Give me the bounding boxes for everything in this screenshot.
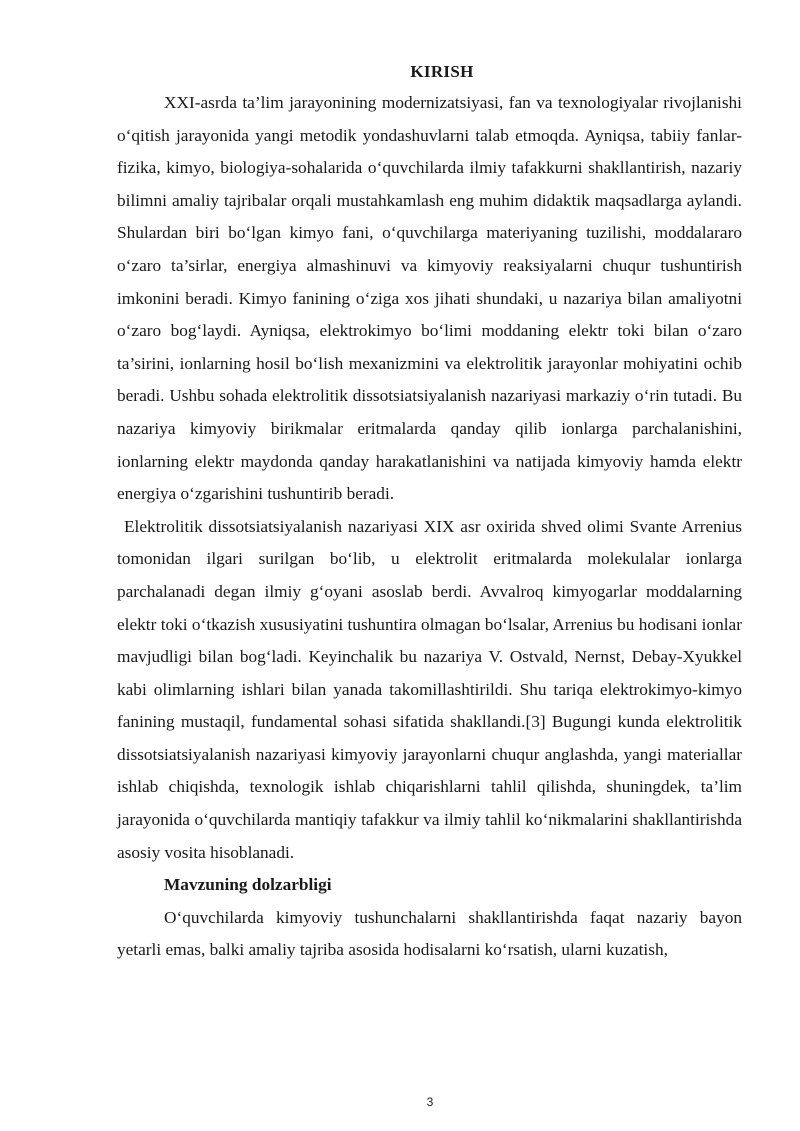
paragraph-intro: XXI-asrda ta’lim jarayonining modernizatsiyasi, fan va texnologiyalar rivojlanishi o‘qitish jarayonida yangi metodik yondashuvlarni talab etmoqda. Ayniqsa, tabiiy fanlar-fizika, kimyo, biologiya-sohalarida o‘quvchilarda ilmiy tafakkurni shakllantirish, nazariy bilimni amaliy tajribalar orqali mustahkamlash eng muhim didaktik maqsadlarga aylandi. Shulardan biri bo‘lgan kimyo fani, o‘quvchilarga materiyaning tuzilishi, moddalararo o‘zaro ta’sirlar, energiya almashinuvi va kimyoviy reaksiyalarni chuqur tushuntirish imkonini beradi. Kimyo fanining o‘ziga xos jihati shundaki, u nazariya bilan amaliyotni o‘zaro bog‘laydi. Ayniqsa, elektrokimyo bo‘limi moddaning elektr toki bilan o‘zaro ta’sirini, ionlarning hosil bo‘lish mexanizmini va elektrolitik jarayonlar mohiyatini ochib beradi. Ushbu sohada elektrolitik dissotsiatsiyalanish nazariyasi markaziy o‘rin tutadi. Bu nazariya kimyoviy birikmalar eritmalarda qanday qilib ionlarga parchalanishini, ionlarning elektr maydonda qanday harakatlanishini va natijada kimyoviy hamda elektr energiya o‘zgarishini tushuntirib beradi. [117,93,742,504]
section-title: KIRISH [410,62,474,81]
body-text [117,87,742,967]
paragraph-theory-history: Elektrolitik dissotsiatsiyalanish nazariyasi XIX asr oxirida shved olimi Svante Arrenius tomonidan ilgari surilgan bo‘lib, u elektrolit eritmalarda molekulalar ionlarga parchalanadi degan ilmiy g‘oyani asoslab berdi. Avvalroq kimyogarlar moddalarning elektr toki o‘tkazish xususiyatini tushuntira olmagan bo‘lsalar, Arrenius bu hodisani ionlar mavjudligi bilan bog‘ladi. Keyinchalik bu nazariya V. Ostvald, Nernst, Debay-Xyukkel kabi olimlarning ishlari bilan yanada takomillashtirildi. Shu tariqa elektrokimyo-kimyo fanining mustaqil, fundamental sohasi sifatida shakllandi.[3] Bugungi kunda elektrolitik dissotsiatsiyalanish nazariyasi kimyoviy jarayonlarni chuqur anglashda, yangi materiallar ishlab chiqishda, texnologik ishlab chiqarishlarni tahlil qilishda, shuningdek, ta’lim jarayonida o‘quvchilarda mantiqiy tafakkur va ilmiy tahlil ko‘nikmalarini shakllantirishda asosiy vosita hisoblanadi. [117,516,742,862]
subheading-relevance: Mavzuning dolzarbligi [164,875,332,895]
paragraph-relevance: O‘quvchilarda kimyoviy tushunchalarni shakllantirishda faqat nazariy bayon yetarli emas, balki amaliy tajriba asosida hodisalarni ko‘rsatish, ularni kuzatish, [117,907,742,960]
page-number: 3 [426,1095,434,1109]
